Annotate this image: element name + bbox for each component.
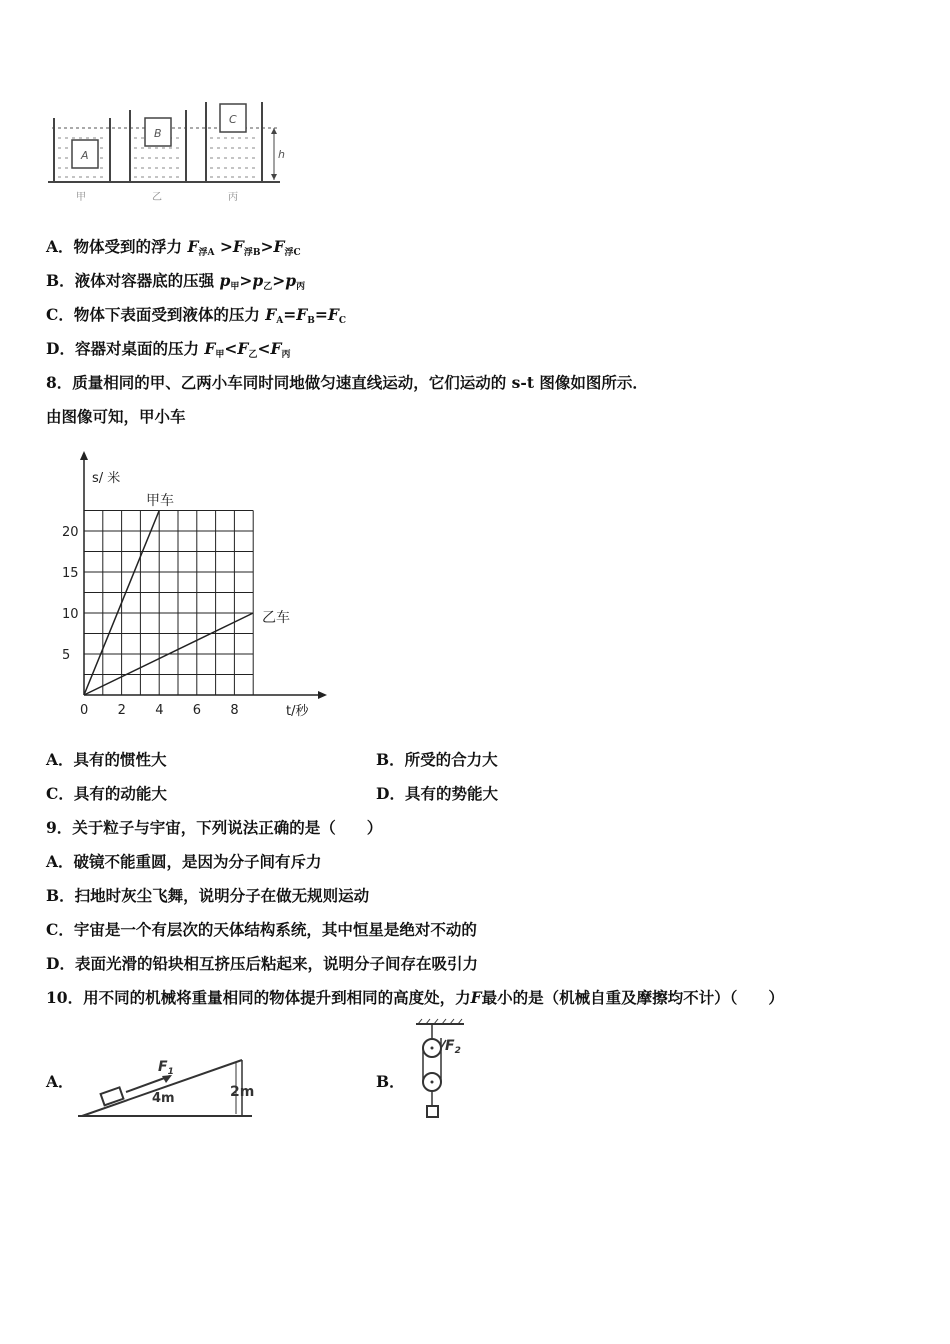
q8-option-c: C．具有的动能大	[46, 784, 167, 803]
q9-option-d: D．表面光滑的铅块相互挤压后粘起来，说明分子间存在吸引力	[46, 954, 478, 973]
q9-stem: 9．关于粒子与宇宙，下列说法正确的是（ ）	[46, 818, 383, 837]
label-c: C	[229, 113, 237, 126]
q7-option-c: C．物体下表面受到液体的压力 $F_A=F_B=F_C$	[46, 305, 347, 326]
h-label: h	[278, 148, 285, 161]
q8-stem-line2: 由图像可知，甲小车	[46, 407, 186, 426]
incline-figure	[74, 1050, 274, 1122]
y-tick-label: 5	[62, 648, 71, 663]
q10-option-a-label: A．	[46, 1072, 74, 1091]
label-b: B	[154, 127, 162, 140]
x-tick-label: 0	[80, 703, 89, 718]
caption-bing: 丙	[228, 192, 238, 203]
q7-option-a: A．物体受到的浮力 $F_{浮A} >F_{浮B}>F_{浮C}$	[46, 237, 301, 258]
caption-jia: 甲	[76, 192, 86, 203]
x-axis-arrow	[318, 691, 327, 699]
y-axis-label: s/ 米	[92, 471, 121, 486]
y-tick-label: 15	[62, 566, 79, 581]
containers-figure	[48, 100, 298, 205]
y-axis-arrow	[80, 451, 88, 460]
q9-option-b: B．扫地时灰尘飞舞，说明分子在做无规则运动	[46, 886, 370, 905]
x-axis-label: t/秒	[286, 704, 309, 719]
series-label-yi: 乙车	[262, 610, 290, 626]
chart-series	[84, 511, 253, 696]
incline-height-label: 2m	[230, 1084, 255, 1100]
q7-option-b: B．液体对容器底的压强 $p_甲>p_乙>p_丙$	[46, 271, 306, 292]
q8-option-b: B．所受的合力大	[376, 750, 498, 769]
incline-force-label: $F_1$	[158, 1059, 174, 1077]
q9-option-a: A．破镜不能重圆，是因为分子间有斥力	[46, 852, 322, 871]
chart-axes	[80, 451, 327, 699]
x-tick-label: 2	[117, 703, 126, 718]
q10-option-b-label: B．	[376, 1072, 405, 1091]
q8-stem-line1: 8．质量相同的甲、乙两小车同时同地做匀速直线运动，它们运动的 s-t 图像如图所示．	[46, 373, 648, 392]
x-tick-label: 4	[155, 703, 164, 718]
y-tick-label: 10	[62, 607, 79, 622]
y-tick-label: 20	[62, 525, 79, 540]
q8-option-a: A．具有的惯性大	[46, 750, 167, 769]
chart-grid	[84, 511, 253, 696]
x-tick-label: 6	[192, 703, 202, 718]
q10-stem: 10．用不同的机械将重量相同的物体提升到相同的高度处，力F最小的是（机械自重及摩擦均不计）（ ）	[46, 988, 784, 1007]
caption-yi: 乙	[152, 192, 162, 203]
series-label-jia: 甲车	[146, 493, 174, 509]
chart-ticks	[62, 525, 239, 718]
pulley-figure	[412, 1018, 472, 1122]
q9-option-c: C．宇宙是一个有层次的天体结构系统，其中恒星是绝对不动的	[46, 920, 477, 939]
q7-option-d: D．容器对桌面的压力 $F_甲<F_乙<F_丙$	[46, 339, 291, 360]
container-yi	[130, 110, 186, 182]
st-chart	[40, 445, 340, 725]
label-a: A	[81, 149, 89, 162]
incline-length-label: 4m	[152, 1091, 175, 1106]
pulley-force-label: $F_2$	[445, 1038, 461, 1056]
x-tick-label: 8	[230, 703, 239, 718]
q8-option-d: D．具有的势能大	[376, 784, 498, 803]
